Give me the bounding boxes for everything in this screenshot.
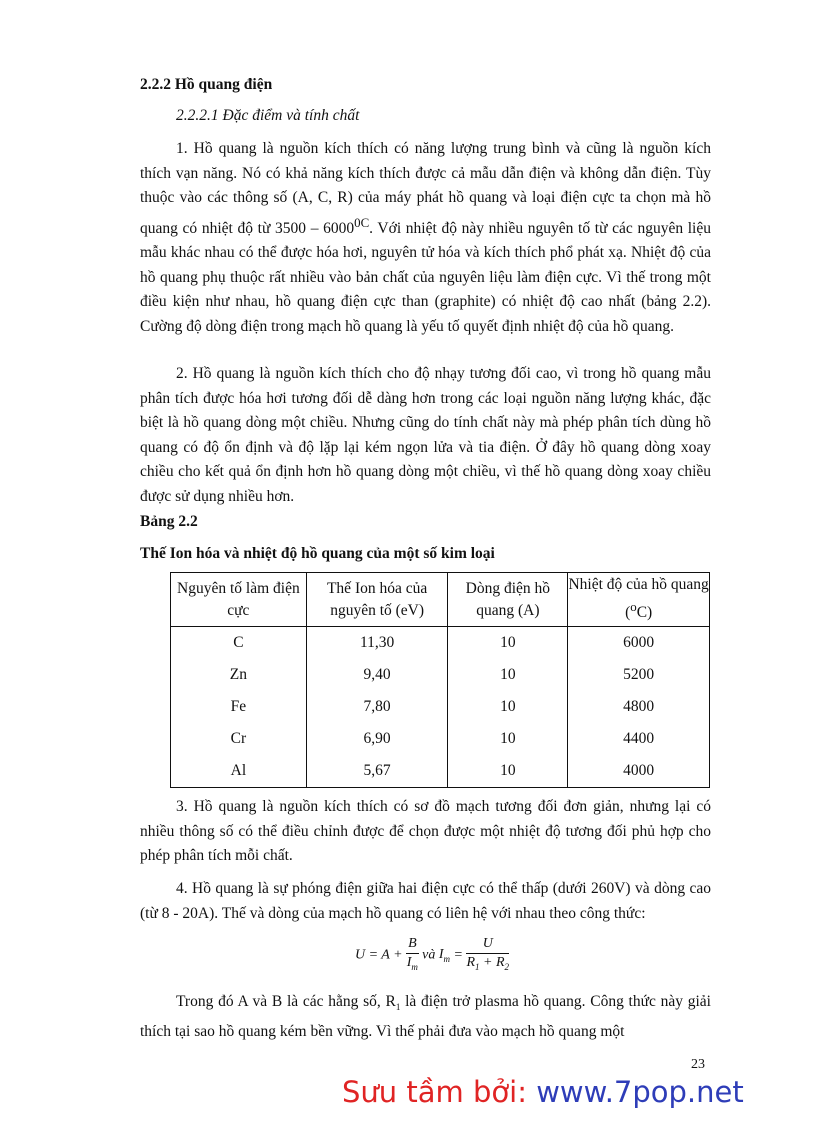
paragraph-5 [140, 990, 711, 1044]
temperature-unit-superscript: 0C [354, 214, 370, 230]
cell-temp: 5200 [568, 659, 710, 691]
table-caption: Thế Ion hóa và nhiệt độ hồ quang của một số kim loại [140, 545, 495, 562]
subsection-heading: 2.2.2.1 Đặc điểm và tính chất [176, 107, 360, 124]
cell-ion: 9,40 [306, 659, 448, 691]
cell-ion: 7,80 [306, 691, 448, 723]
formula-fraction-2 [466, 935, 509, 976]
cell-current: 10 [448, 691, 568, 723]
header-temperature-text-a: Nhiệt độ của hồ quang ( [568, 576, 709, 622]
paragraph-1-text-b: . Với nhiệt độ này nhiều nguyên tố từ các nguyên liệu mẫu khác nhau có thể được hóa hơi, nguyên tử hóa và kích thích phổ phát xạ. Nhiệt độ của hồ quang phụ thuộc rất nhiều vào bản chất của nguyên liệu làm điện cực. Vì thế trong một điều kiện như nhau, hồ quang điện cực than (graphite) có nhiệt độ cao nhất (bảng 2.2). Cường độ dòng điện trong mạch hồ quang là yếu tố quyết định nhiệt độ của hồ quang. [140, 219, 711, 335]
formula-equals: = [453, 947, 463, 963]
paragraph-1-text-a: 1. Hồ quang là nguồn kích thích có năng lượng trung bình và cũng là nguồn kích thích vạn năng. Nó có khả năng kích thích được cả mẫu dẫn điện và không dẫn điện. Tùy thuộc vào các thông số (A, C, R) của máy phát hồ quang và loại điện cực ta chọn mà hồ quang có nhiệt độ từ 3500 – 6000 [140, 140, 711, 237]
cell-element: Al [171, 755, 307, 788]
header-temperature-text-b: C) [636, 604, 653, 622]
formula-im [439, 947, 450, 962]
fraction-2-numerator: U [466, 935, 509, 954]
watermark-site-link[interactable]: www.7pop.net [536, 1075, 744, 1109]
section-heading: 2.2.2 Hồ quang điện [140, 76, 273, 93]
fraction-1-den-symbol: I [406, 955, 412, 970]
fraction-1-den-sub: m [411, 961, 418, 972]
cell-ion: 11,30 [306, 627, 448, 660]
cell-element: C [171, 627, 307, 660]
cell-current: 10 [448, 723, 568, 755]
cell-ion: 5,67 [306, 755, 448, 788]
fraction-2-den-sub1: 1 [475, 961, 480, 972]
header-element: Nguyên tố làm điện cực [171, 573, 307, 627]
table-row [171, 755, 710, 788]
cell-current: 10 [448, 659, 568, 691]
ionization-table [170, 572, 710, 788]
paragraph-2: 2. Hồ quang là nguồn kích thích cho độ nhạy tương đối cao, vì trong hồ quang mẫu phân tích được hóa hơi tương đối dễ dàng hơn trong các loại nguồn năng lượng khác, đặc biệt là hồ quang dòng một chiều. Nhưng cũng do tính chất này mà phép phân tích dùng hồ quang có độ ổn định và độ lặp lại kém ngọn lửa và tia điện. Ở đây hồ quang dòng xoay chiều cho kết quả ổn định hơn hồ quang dòng một chiều, vì thế hồ quang dòng xoay chiều được sử dụng nhiều hơn. [140, 365, 711, 505]
paragraph-5-text-b: là điện trở plasma hồ quang. Công thức này giải thích tại sao hồ quang kém bền vững. Vì thế phải đưa vào mạch hồ quang một [140, 993, 711, 1040]
table-row [171, 723, 710, 755]
fraction-2-denominator [466, 954, 509, 976]
cell-element: Fe [171, 691, 307, 723]
table-label: Bảng 2.2 [140, 513, 198, 530]
cell-element: Zn [171, 659, 307, 691]
watermark [342, 1075, 744, 1109]
cell-temp: 4800 [568, 691, 710, 723]
formula-and: và [422, 947, 436, 963]
fraction-2-den-plus: + R [479, 955, 505, 970]
page-number: 23 [691, 1057, 705, 1072]
paragraph-1 [140, 137, 711, 339]
header-degree-sup: o [630, 599, 637, 615]
fraction-1-numerator: B [406, 935, 419, 954]
cell-temp: 4000 [568, 755, 710, 788]
fraction-2-den-sub2: 2 [504, 961, 510, 972]
fraction-1-denominator [406, 954, 419, 976]
cell-element: Cr [171, 723, 307, 755]
formula-lhs: U = A + [355, 947, 403, 963]
paragraph-5-text-a: Trong đó A và B là các hằng số, R [176, 993, 396, 1010]
cell-current: 10 [448, 755, 568, 788]
header-ionization: Thế Ion hóa của nguyên tố (eV) [306, 573, 448, 627]
paragraph-4: 4. Hồ quang là sự phóng điện giữa hai điện cực có thể thấp (dưới 260V) và dòng cao (từ 8 - 20A). Thế và dòng của mạch hồ quang có liên hệ với nhau theo công thức: [140, 880, 711, 922]
fraction-2-den-r: R [466, 955, 476, 970]
cell-temp: 6000 [568, 627, 710, 660]
cell-temp: 4400 [568, 723, 710, 755]
watermark-prefix: Sưu tầm bởi: [342, 1075, 537, 1109]
cell-current: 10 [448, 627, 568, 660]
table-row [171, 627, 710, 660]
header-temperature [568, 573, 710, 627]
paragraph-3: 3. Hồ quang là nguồn kích thích có sơ đồ mạch tương đối đơn giản, nhưng lại có nhiều thông số có thể điều chỉnh được để chọn được một nhiệt độ tương đối phủ hợp cho phép phân tích mỗi chất. [140, 798, 711, 864]
formula-im-symbol: I [438, 947, 444, 962]
table-row [171, 691, 710, 723]
paragraph-5-sub: 1 [395, 1002, 401, 1013]
formula-im-sub: m [443, 953, 451, 964]
arc-formula [355, 935, 509, 985]
cell-ion: 6,90 [306, 723, 448, 755]
table-row [171, 659, 710, 691]
table-header-row [171, 573, 710, 627]
formula-fraction-1 [406, 935, 419, 976]
header-current: Dòng điện hồ quang (A) [448, 573, 568, 627]
